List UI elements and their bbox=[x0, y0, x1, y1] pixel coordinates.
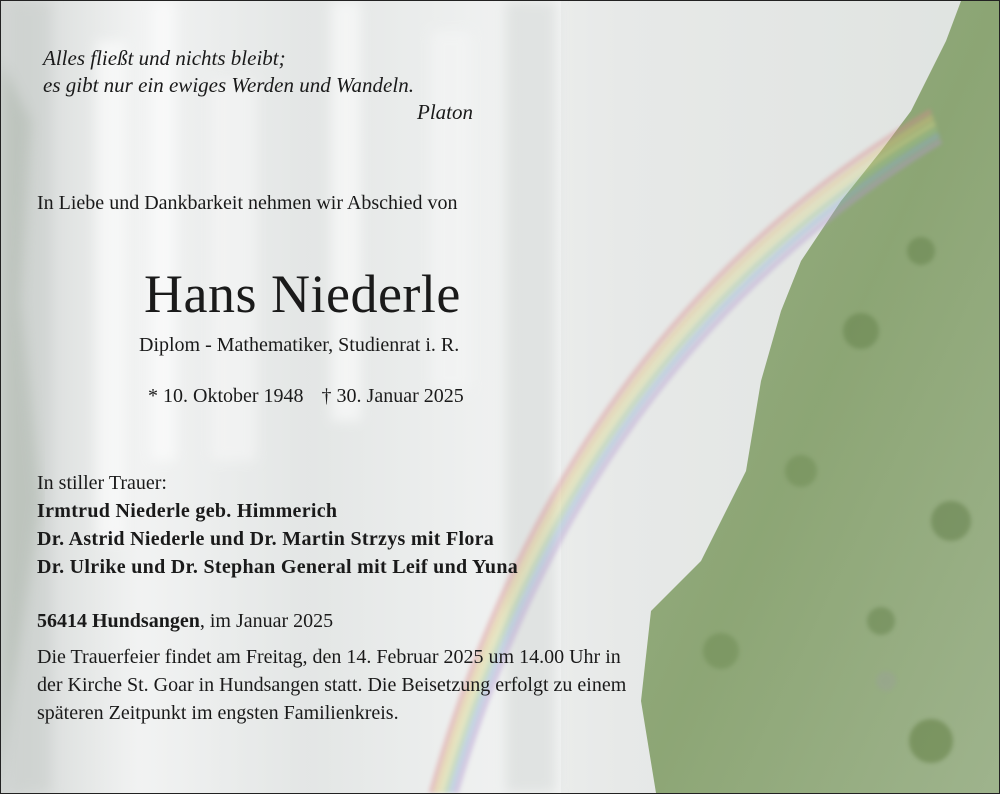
birth-date: * 10. Oktober 1948 bbox=[148, 385, 304, 407]
mourner-name: Irmtrud Niederle geb. Himmerich bbox=[37, 500, 338, 522]
mourner-name: Dr. Astrid Niederle und Dr. Martin Strzys mit Flora bbox=[37, 528, 495, 550]
epigraph-quote bbox=[43, 45, 473, 126]
quote-line-1: Alles fließt und nichts bleibt; bbox=[43, 46, 286, 70]
intro-text: In Liebe und Dankbarkeit nehmen wir Abschied von bbox=[37, 192, 458, 214]
deceased-title: Diplom - Mathematiker, Studienrat i. R. bbox=[139, 334, 460, 356]
place-town: 56414 Hundsangen bbox=[37, 610, 200, 632]
quote-line-2: es gibt nur ein ewiges Werden und Wandeln. bbox=[43, 73, 414, 97]
mourning-label: In stiller Trauer: bbox=[37, 472, 167, 494]
place-date: , im Januar 2025 bbox=[199, 610, 334, 632]
life-dates bbox=[148, 385, 464, 408]
place-date-line bbox=[37, 610, 333, 633]
funeral-service-info: Die Trauerfeier findet am Freitag, den 14. Februar 2025 um 14.00 Uhr in der Kirche St. Goar in Hundsangen statt. Die Beisetzung erfolgt zu einem späteren Zeitpunkt im engsten Familienkreis. bbox=[37, 646, 627, 724]
deceased-name: Hans Niederle bbox=[144, 264, 461, 324]
mourner-name: Dr. Ulrike und Dr. Stephan General mit Leif und Yuna bbox=[37, 556, 519, 578]
mourners-block bbox=[37, 469, 518, 581]
quote-author: Platon bbox=[417, 100, 473, 124]
death-date: † 30. Januar 2025 bbox=[321, 385, 464, 407]
